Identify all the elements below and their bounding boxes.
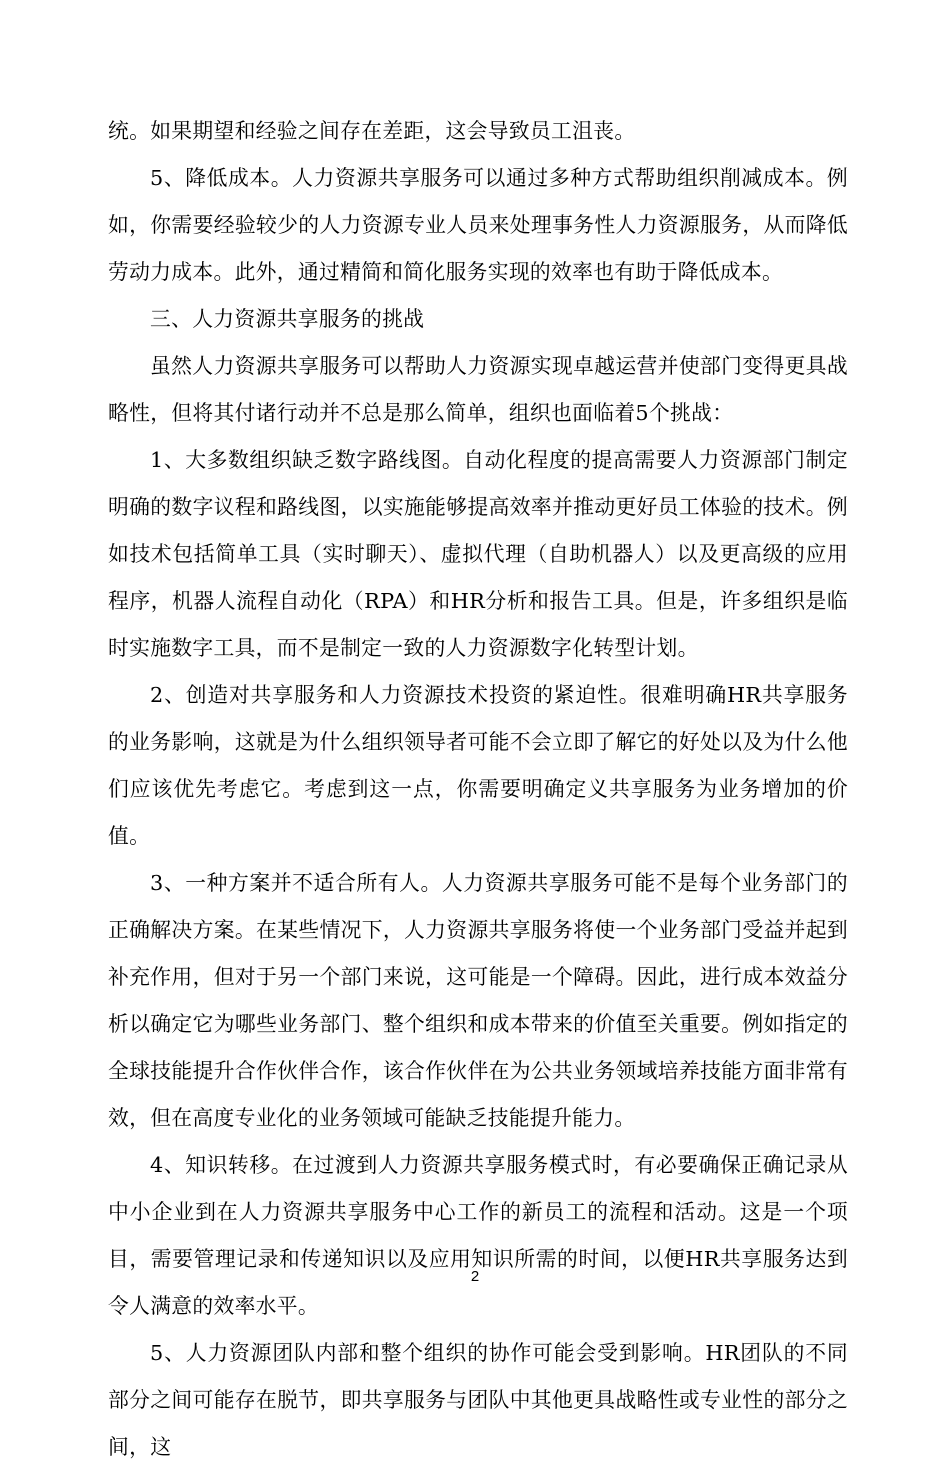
paragraph-challenge-3: 3、一种方案并不适合所有人。人力资源共享服务可能不是每个业务部门的正确解决方案。在某些情况下，人力资源共享服务将使一个业务部门受益并起到补充作用，但对于另一个部门来说，这可能是一个障碍。因此，进行成本效益分析以确定它为哪些业务部门、整个组织和成本带来的价值至关重要。例如指定的全球技能提升合作伙伴合作，该合作伙伴在为公共业务领域培养技能方面非常有效，但在高度专业化的业务领域可能缺乏技能提升能力。 — [108, 871, 848, 1130]
paragraph-continuation: 统。如果期望和经验之间存在差距，这会导致员工沮丧。 — [108, 119, 636, 143]
document-body — [108, 108, 848, 1471]
section-heading-challenges: 三、人力资源共享服务的挑战 — [150, 307, 425, 331]
paragraph-reduce-cost: 5、降低成本。人力资源共享服务可以通过多种方式帮助组织削减成本。例如，你需要经验较少的人力资源专业人员来处理事务性人力资源服务，从而降低劳动力成本。此外，通过精简和简化服务实现的效率也有助于降低成本。 — [108, 166, 848, 284]
page-number: 2 — [470, 1268, 480, 1285]
paragraph-challenge-1: 1、大多数组织缺乏数字路线图。自动化程度的提高需要人力资源部门制定明确的数字议程和路线图，以实施能够提高效率并推动更好员工体验的技术。例如技术包括简单工具（实时聊天）、虚拟代理（自助机器人）以及更高级的应用程序，机器人流程自动化（RPA）和HR分析和报告工具。但是，许多组织是临时实施数字工具，而不是制定一致的人力资源数字化转型计划。 — [108, 448, 848, 660]
paragraph-challenges-intro: 虽然人力资源共享服务可以帮助人力资源实现卓越运营并使部门变得更具战略性，但将其付诸行动并不总是那么简单，组织也面临着5个挑战： — [108, 354, 848, 425]
paragraph-challenge-2: 2、创造对共享服务和人力资源技术投资的紧迫性。很难明确HR共享服务的业务影响，这就是为什么组织领导者可能不会立即了解它的好处以及为什么他们应该优先考虑它。考虑到这一点，你需要明确定义共享服务为业务增加的价值。 — [108, 683, 848, 848]
paragraph-challenge-4: 4、知识转移。在过渡到人力资源共享服务模式时，有必要确保正确记录从中小企业到在人力资源共享服务中心工作的新员工的流程和活动。这是一个项目，需要管理记录和传递知识以及应用知识所需的时间，以便HR共享服务达到令人满意的效率水平。 — [108, 1153, 848, 1318]
paragraph-challenge-5: 5、人力资源团队内部和整个组织的协作可能会受到影响。HR团队的不同部分之间可能存在脱节，即共享服务与团队中其他更具战略性或专业性的部分之间，这 — [108, 1341, 848, 1459]
